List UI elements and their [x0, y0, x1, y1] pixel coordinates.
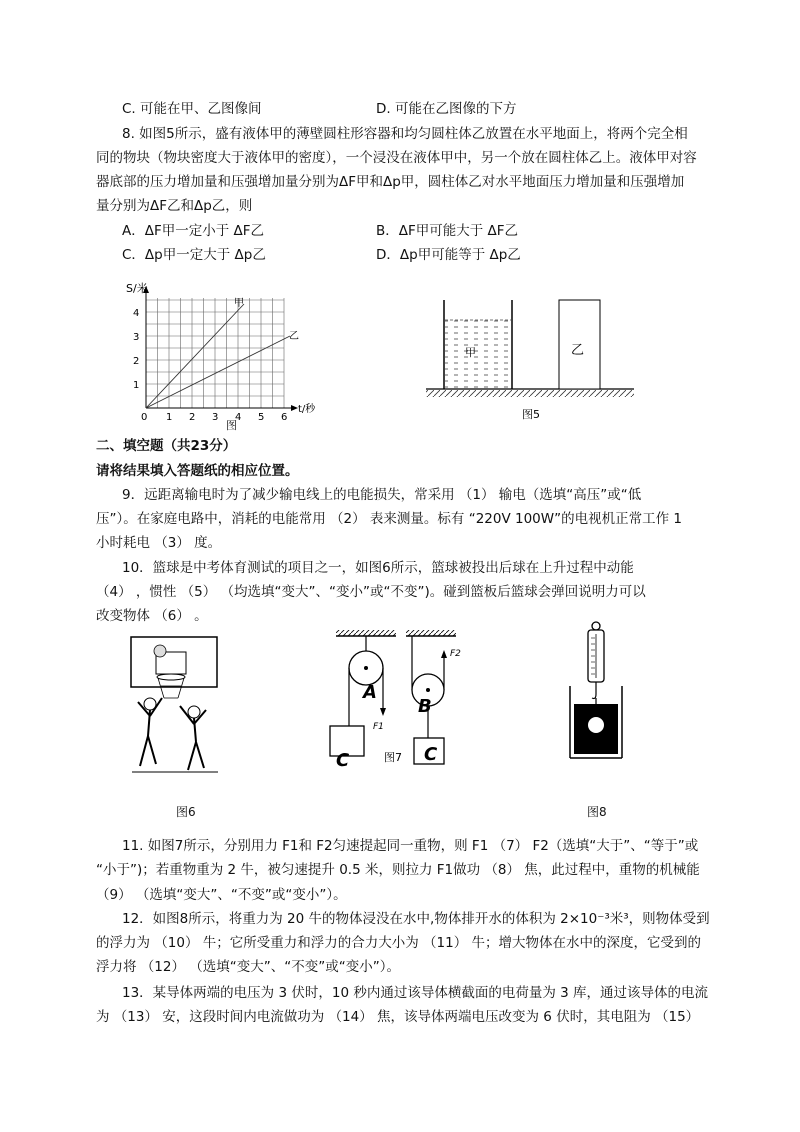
fig7-label-c2: C	[424, 744, 438, 765]
q12-line-3: 浮力将 （12） （选填“变大”、“不变”或“变小”）。	[96, 959, 400, 975]
basketball-icon	[154, 645, 166, 657]
figure-8-spring-scale	[560, 620, 640, 760]
q11-line-1: 11. 如图7所示，分别用力 F1和 F2匀速提起同一重物，则 F1 （7） F2（选填“大于”、“等于”或	[122, 838, 699, 854]
fig7-label-c1: C	[336, 750, 350, 770]
figure-5	[422, 288, 652, 428]
q8-option-d: D．Δp甲可能等于 Δp乙	[376, 247, 521, 263]
section-2-heading: 二、填空题（共23分）	[96, 438, 237, 454]
fig5-label-jia: 甲	[465, 346, 476, 359]
q7-option-c: C. 可能在甲、乙图像间	[122, 101, 262, 117]
fig7-label-f2: F2	[450, 649, 461, 659]
q8-option-c: C．Δp甲一定大于 Δp乙	[122, 247, 266, 263]
graph-xtick-6: 6	[281, 412, 288, 423]
q8-line-3: 器底部的压力增加量和压强增加量分别为ΔF甲和Δp甲，圆柱体乙对水平地面压力增加量和压强增加	[96, 174, 685, 190]
q8-line-2: 同的物块（物块密度大于液体甲的密度），一个浸没在液体甲中，另一个放在圆柱体乙上。液体甲对容	[96, 150, 697, 166]
q10-line-3: 改变物体 （6） 。	[96, 608, 208, 624]
fig5-label-yi: 乙	[571, 343, 585, 358]
graph-xlabel: t/秒	[298, 404, 316, 415]
fig7-label-f1: F1	[373, 722, 384, 732]
fig7-caption: 图7	[384, 751, 402, 764]
graph-ytick-4: 4	[133, 308, 140, 319]
fig7-label-a: A	[363, 682, 377, 703]
q8-option-a: A．ΔF甲一定小于 ΔF乙	[122, 223, 265, 239]
q8-line-4: 量分别为ΔF乙和Δp乙，则	[96, 198, 253, 214]
q9-line-1: 9．远距离输电时为了减少输电线上的电能损失，常采用 （1） 输电（选填“高压”或“低	[122, 487, 642, 503]
q10-line-2: （4） ，惯性 （5） （均选填“变大”、“变小”或“不变”)。碰到篮板后篮球会弹回说明力可以	[96, 584, 646, 600]
graph-xtick-2: 2	[189, 412, 196, 423]
graph-xtick-1: 1	[166, 412, 173, 423]
q13-line-1: 13．某导体两端的电压为 3 伏时，10 秒内通过该导体横截面的电荷量为 3 库，通过该导体的电流	[122, 985, 708, 1001]
graph-xtick-3: 3	[212, 412, 219, 423]
graph-xtick-5: 5	[258, 412, 265, 423]
fig5-caption: 图5	[522, 408, 540, 421]
q12-line-1: 12．如图8所示，将重力为 20 牛的物体浸没在水中,物体排开水的体积为 2×10⁻³米³，则物体受到	[122, 911, 710, 927]
graph-ytick-2: 2	[133, 356, 140, 367]
q8-option-b: B．ΔF甲可能大于 ΔF乙	[376, 223, 519, 239]
q11-line-3: （9） （选填“变大”、“不变”或“变小”）。	[96, 887, 347, 903]
q12-line-2: 的浮力为 （10） 牛；它所受重力和浮力的合力大小为 （11） 牛；增大物体在水中的深度，它受到的	[96, 935, 702, 951]
q9-line-2: 压”）。在家庭电路中，消耗的电能常用 （2） 表来测量。标有 “220V 100W”的电视机正常工作 1	[96, 511, 682, 527]
graph-series-yi: 乙	[289, 331, 299, 342]
q7-option-d: D. 可能在乙图像的下方	[376, 101, 517, 117]
q11-line-2: “小于”)；若重物重为 2 牛，被匀速提升 0.5 米，则拉力 F1做功 （8） 焦，此过程中，重物的机械能	[96, 862, 700, 878]
graph-series-jia: 甲	[234, 298, 244, 309]
graph-ytick-3: 3	[133, 332, 140, 343]
graph-xtick-0: 0	[141, 412, 148, 423]
graph-caption: 图	[226, 419, 237, 432]
figure-7-pulleys	[326, 628, 466, 770]
figure-6-basketball	[130, 636, 220, 778]
section-2-instruction: 请将结果填入答题纸的相应位置。	[96, 463, 299, 479]
q9-line-3: 小时耗电 （3） 度。	[96, 535, 222, 551]
graph-ytick-1: 1	[133, 380, 140, 391]
fig8-caption: 图8	[587, 805, 607, 819]
graph-xtick-4: 4	[235, 412, 242, 423]
graph-ylabel: S/米	[126, 282, 148, 295]
fig6-caption: 图6	[176, 805, 196, 819]
q8-line-1: 8. 如图5所示，盛有液体甲的薄壁圆柱形容器和均匀圆柱体乙放置在水平地面上，将两个完全相	[122, 126, 688, 142]
fig7-label-b: B	[418, 696, 432, 717]
q10-line-1: 10．篮球是中考体育测试的项目之一，如图6所示，篮球被投出后球在上升过程中动能	[122, 560, 634, 576]
q13-line-2: 为 （13） 安，这段时间内电流做功为 （14） 焦，该导体两端电压改变为 6 伏时，其电阻为 （15）	[96, 1009, 700, 1025]
st-graph	[122, 280, 332, 430]
